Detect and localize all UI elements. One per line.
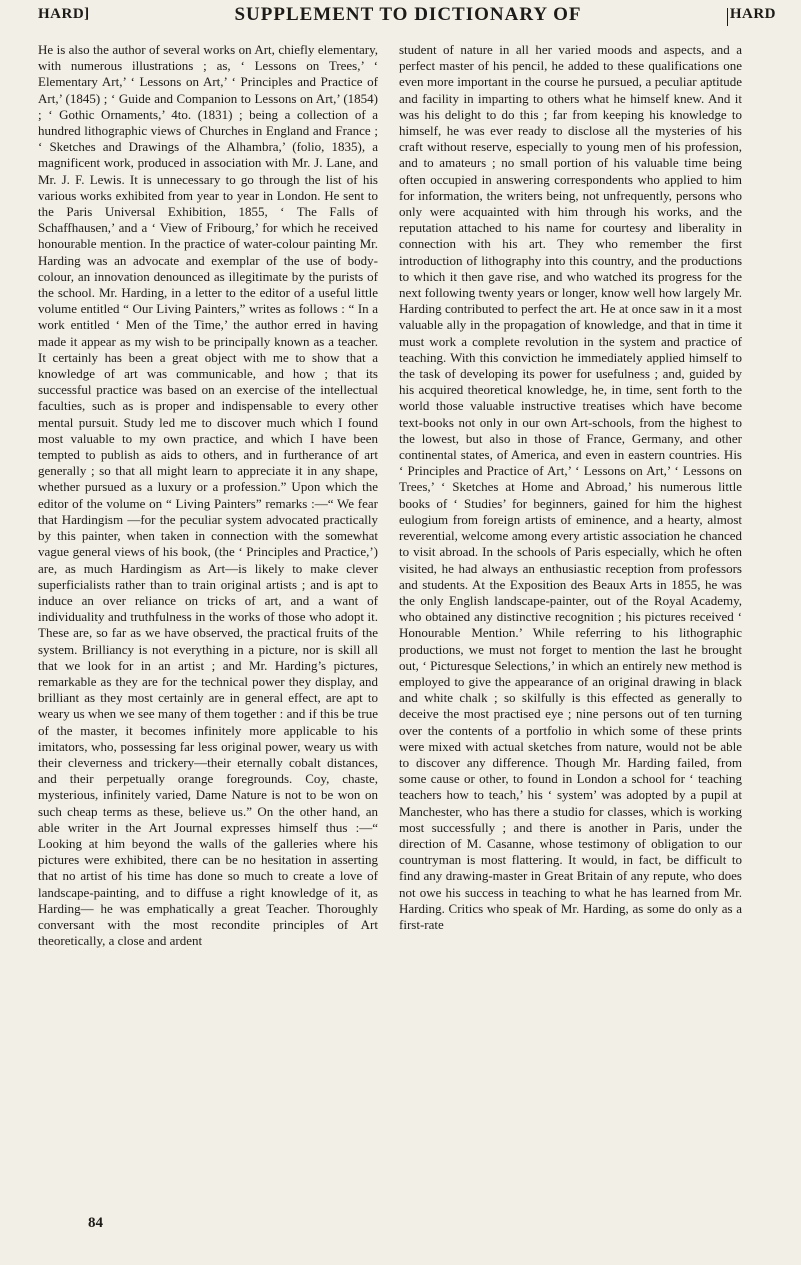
running-head-left: HARD] — [38, 6, 90, 22]
left-column-text: He is also the author of several works on Art, chiefly elementary, with numerous illustrations ; as, ‘ Lessons on Trees,’ ‘ Elementary Art,’ ‘ Lessons on Art,’ ‘ Principles and Practice of Art,’ (1845) ; ‘ Guide and Companion to Lessons on Art,’ (1854) ; ‘ Gothic Ornaments,’ 4to. (1831) ; being a collection of a hundred lithographic views of Churches in England and France ; ‘ Sketches and Drawings of the Alhambra,’ (folio, 1835), a magnificent work, produced in association with Mr. J. Lane, and Mr. J. F. Lewis. It is unnecessary to go through the list of his various works exhibited from year to year in London. He sent to the Paris Universal Exhibition, 1855, ‘ The Falls of Schaffhausen,’ and a ‘ View of Fribourg,’ for which he received honourable mention. In the practice of water-colour painting Mr. Harding was an advocate and exemplar of the use of body-colour, an innovation denounced as illegitimate by the purists of the school. Mr. Harding, in a letter to the editor of a useful little volume entitled “ Our Living Painters,” writes as follows : “ In a work entitled ‘ Men of the Time,’ the author erred in having made it appear as my wish to be principally known as a teacher. It certainly has been a great object with me to show that a knowledge of art was communicable, and how ; that its successful practice was based on an exercise of the intellectual faculties, such as is proper and indispensable to every other mental pursuit. Study led me to discover much which I found most valuable to my own practice, and which I have been tempted to publish as aids to others, and in furtherance of art generally ; so that all might learn to appreciate it in any shape, whether pursued as a luxury or a profession.” Upon which the editor of the volume on “ Living Painters” remarks :—“ We fear that Hardingism —for the peculiar system advocated practically by this painter, when taken in connection with the somewhat vague general views of his book, (the ‘ Principles and Practice,’) are, as much Hardingism as Art—is likely to make clever superficialists rather than to train original artists ; and is apt to induce an over reliance on tricks of art, and a want of individuality and truthfulness in the works of those who adopt it. These are, so far as we have observed, the practical fruits of the system. Brilliancy is not everything in a picture, nor is skill all that we look for in an artist ; and Mr. Harding’s pictures, remarkable as they are for the technical power they display, and brilliant as they most certainly are in general effect, are apt to weary us when we see many of them together : and if this be true of the master, it becomes infinitely more applicable to his imitators, who, possessing far less original power, weary us with their cleverness and trickery—their eternally cobalt distances, and their perpetually orange foregrounds. Coy, chaste, mysterious, infinitely varied, Dame Nature is not to be won on such cheap terms as these, believe us.” On the other hand, an able writer in the Art Journal expresses himself thus :—“ Looking at him beyond the walls of the galleries where his pictures were exhibited, there can be no hesitation in asserting that no artist of his time has done so much to create a love of landscape-painting, and to diffuse a right knowledge of it, as Harding— he was emphatically a great Teacher. Thoroughly conversant with the most recondite principles of Art theoretically, a close and ardent — [38, 42, 378, 949]
left-column — [38, 42, 378, 949]
running-head-title: SUPPLEMENT TO DICTIONARY OF — [234, 4, 582, 25]
right-column — [399, 42, 742, 933]
running-head — [38, 6, 776, 40]
right-column-text: student of nature in all her varied moods and aspects, and a perfect master of his pencil, he added to these qualifications one even more important in the course he pursued, a peculiar aptitude and facility in imparting to others what he himself knew. And it was his delight to do this ; far from keeping his knowledge to himself, he was ever ready to disclose all the mysteries of his craft without reserve, especially to young men of his profession, and to amateurs ; no small portion of his valuable time being often occupied in answering correspondents who applied to him for information, the writers being, not unfrequently, persons who only were acquainted with him through his works, and the reputation attached to his name for courtesy and liberality in connection with his art. They who remember the first introduction of lithography into this country, and the productions to which it then gave rise, and who watched its progress for the next following twenty years or longer, know well how largely Mr. Harding contributed to perfect the art. He at once saw in it a most valuable ally in the propagation of knowledge, and that in time it must work a complete revolution in the system and practice of teaching. With this conviction he immediately applied himself to the task of developing its power for usefulness ; and, guided by his acquired theoretical knowledge, he, in time, sent forth to the world those valuable instructive treatises which have become text-books not only in our own Art-schools, from the highest to the lowest, but also in those of France, Germany, and other continental states, of America, and even in eastern countries. His ‘ Principles and Practice of Art,’ ‘ Lessons on Art,’ ‘ Lessons on Trees,’ ‘ Sketches at Home and Abroad,’ his numerous little books of ‘ Studies’ for beginners, gained for him the highest eulogium from foreign artists of eminence, and a hearty, almost reverential, welcome among every artistic association he chanced to visit abroad. In the schools of Paris especially, which he often visited, he had always an enthusiastic reception from professors and students. At the Exposition des Beaux Arts in 1855, he was the only English landscape-painter, out of the Royal Academy, who obtained any distinctive recognition ; his pictures received ‘ Honourable Mention.’ While referring to his lithographic productions, we must not forget to mention the last he brought out, ‘ Picturesque Selections,’ in which an entirely new method is employed to give the appearance of an original drawing in black and white chalk ; so skilfully is this effected as generally to deceive the most practised eye ; nine persons out of ten turning over the contents of a portfolio in which some of these prints were mixed with actual sketches from nature, would not be able to discover any difference. Though Mr. Harding failed, from some cause or other, to found in London a school for ‘ teaching teachers how to teach,’ his ‘ system’ was adopted by a pupil at Manchester, who has there a studio for classes, which is working most successfully ; and there is another in Paris, under the direction of M. Casanne, whose testimony of obligation to our countryman is most flattering. It would, in fact, be difficult to find any drawing-master in Great Britain of any repute, who does not owe his success in teaching to what he has learned from Mr. Harding. Critics who speak of Mr. Harding, as some do only as a first-rate — [399, 42, 742, 932]
running-head-right: HARD — [727, 6, 776, 26]
page-number: 84 — [88, 1215, 103, 1231]
